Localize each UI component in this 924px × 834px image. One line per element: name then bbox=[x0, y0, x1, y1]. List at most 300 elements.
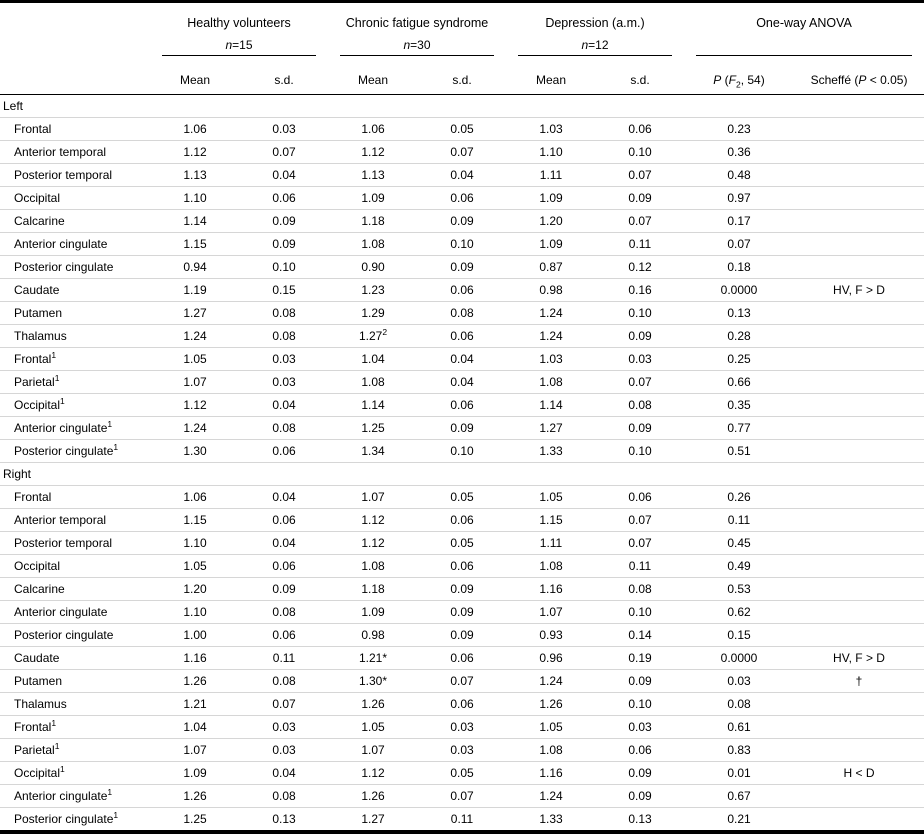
cfs-mean: 1.21* bbox=[328, 647, 418, 670]
region-name: Anterior cingulate bbox=[0, 601, 150, 624]
hv-sd: 0.09 bbox=[240, 578, 328, 601]
hv-mean: 1.15 bbox=[150, 233, 240, 256]
hv-sd: 0.08 bbox=[240, 325, 328, 348]
anova-p-value: 0.01 bbox=[684, 762, 794, 785]
region-name: Caudate bbox=[0, 279, 150, 302]
dep-sd: 0.09 bbox=[596, 187, 684, 210]
dep-mean: 1.24 bbox=[506, 325, 596, 348]
hv-sd: 0.06 bbox=[240, 509, 328, 532]
table-row bbox=[0, 256, 924, 279]
hv-mean: 1.24 bbox=[150, 325, 240, 348]
table-row bbox=[0, 394, 924, 417]
cfs-mean: 1.18 bbox=[328, 578, 418, 601]
dep-sd: 0.09 bbox=[596, 762, 684, 785]
hv-sd: 0.04 bbox=[240, 164, 328, 187]
dep-mean: 1.24 bbox=[506, 785, 596, 808]
hv-mean: 1.07 bbox=[150, 371, 240, 394]
anova-scheffe bbox=[794, 624, 924, 647]
anova-scheffe bbox=[794, 808, 924, 833]
cfs-sd: 0.09 bbox=[418, 578, 506, 601]
hv-sd: 0.08 bbox=[240, 417, 328, 440]
dep-sd: 0.08 bbox=[596, 578, 684, 601]
cfs-sd: 0.06 bbox=[418, 555, 506, 578]
region-name: Posterior temporal bbox=[0, 532, 150, 555]
anova-spanner bbox=[684, 33, 924, 56]
dep-sd: 0.10 bbox=[596, 141, 684, 164]
hv-sd: 0.13 bbox=[272, 812, 296, 826]
cfs-mean: 1.08 bbox=[328, 555, 418, 578]
table-row bbox=[0, 624, 924, 647]
cfs-sd: 0.04 bbox=[418, 164, 506, 187]
hv-sd: 0.08 bbox=[240, 302, 328, 325]
anova-p-value: 0.23 bbox=[684, 118, 794, 141]
table-row bbox=[0, 808, 924, 833]
dep-mean: 1.24 bbox=[506, 302, 596, 325]
footnote-marker: 1 bbox=[51, 350, 57, 360]
anova-p-value: 0.61 bbox=[684, 716, 794, 739]
cfs-sd: 0.09 bbox=[418, 417, 506, 440]
cfs-sd: 0.06 bbox=[418, 509, 506, 532]
cfs-sd: 0.11 bbox=[450, 812, 474, 826]
dep-sd: 0.19 bbox=[596, 647, 684, 670]
cfs-sd: 0.05 bbox=[418, 486, 506, 509]
footnote-marker: 1 bbox=[60, 396, 65, 406]
table-row bbox=[0, 302, 924, 325]
dep-sd: 0.10 bbox=[596, 302, 684, 325]
dep-sd: 0.03 bbox=[596, 348, 684, 371]
anova-scheffe bbox=[794, 233, 924, 256]
anova-p-value: 0.18 bbox=[684, 256, 794, 279]
anova-scheffe bbox=[794, 371, 924, 394]
group-header-chronic-fatigue: Chronic fatigue syndrome bbox=[345, 16, 489, 30]
dep-sd: 0.09 bbox=[596, 325, 684, 348]
cfs-sd: 0.07 bbox=[418, 670, 506, 693]
cfs-mean: 1.06 bbox=[328, 118, 418, 141]
hv-mean: 1.04 bbox=[150, 716, 240, 739]
cfs-sd: 0.09 bbox=[418, 601, 506, 624]
hv-mean: 1.27 bbox=[150, 302, 240, 325]
hv-sd: 0.07 bbox=[240, 693, 328, 716]
table-row bbox=[0, 762, 924, 785]
region-name: Anterior cingulate$^1$ bbox=[0, 785, 150, 808]
anova-scheffe: H < D bbox=[794, 762, 924, 785]
dep-sd: 0.07 bbox=[596, 532, 684, 555]
hv-mean: 1.12 bbox=[150, 394, 240, 417]
cfs-mean: 1.12 bbox=[328, 141, 418, 164]
hv-mean: 0.94 bbox=[150, 256, 240, 279]
dep-mean: 1.16 bbox=[506, 578, 596, 601]
col-header-scheffe: Scheffé (P < 0.05) bbox=[794, 56, 924, 95]
cfs-mean: 1.05 bbox=[328, 716, 418, 739]
dep-sd: 0.06 bbox=[596, 486, 684, 509]
anova-p-value: 0.36 bbox=[684, 141, 794, 164]
n-depression bbox=[506, 33, 684, 56]
cfs-sd: 0.05 bbox=[418, 762, 506, 785]
anova-scheffe bbox=[794, 486, 924, 509]
table-row bbox=[0, 785, 924, 808]
col-header-hv-sd: s.d. bbox=[240, 56, 328, 95]
region-name: Calcarine bbox=[0, 210, 150, 233]
anova-p-value: 0.26 bbox=[684, 486, 794, 509]
dep-mean: 1.08 bbox=[506, 555, 596, 578]
footnote-marker: 1 bbox=[113, 810, 119, 820]
table-row bbox=[0, 670, 924, 693]
hv-sd: 0.06 bbox=[240, 187, 328, 210]
n-healthy-volunteers bbox=[150, 33, 328, 56]
anova-p-value: 0.13 bbox=[684, 302, 794, 325]
anova-p-value: 0.03 bbox=[684, 670, 794, 693]
region-name: Thalamus bbox=[0, 693, 150, 716]
cfs-sd: 0.06 bbox=[418, 325, 506, 348]
dep-mean: 1.11 bbox=[506, 532, 596, 555]
col-header-p-value: P ($F_2$, 54) bbox=[684, 56, 794, 95]
anova-p-value: 0.45 bbox=[684, 532, 794, 555]
anova-p-value: 0.11 bbox=[684, 509, 794, 532]
section-row bbox=[0, 95, 924, 118]
table-row bbox=[0, 118, 924, 141]
hv-sd: 0.08 bbox=[240, 785, 328, 808]
anova-scheffe bbox=[794, 394, 924, 417]
hv-sd: 0.03 bbox=[240, 118, 328, 141]
dep-mean: 0.87 bbox=[506, 256, 596, 279]
dep-mean: 1.26 bbox=[506, 693, 596, 716]
anova-p-value: 0.08 bbox=[684, 693, 794, 716]
cfs-sd: 0.05 bbox=[418, 118, 506, 141]
cfs-mean: 1.30* bbox=[328, 670, 418, 693]
dep-sd: 0.11 bbox=[596, 233, 684, 256]
anova-scheffe bbox=[794, 739, 924, 762]
anova-p-value: 0.07 bbox=[684, 233, 794, 256]
region-name: Anterior temporal bbox=[0, 509, 150, 532]
footnote-marker: 1 bbox=[54, 741, 60, 751]
col-header-dep-sd: s.d. bbox=[596, 56, 684, 95]
dep-mean: 1.11 bbox=[506, 164, 596, 187]
dep-mean: 1.07 bbox=[506, 601, 596, 624]
dep-sd: 0.11 bbox=[596, 555, 684, 578]
n-value: =12 bbox=[588, 38, 609, 52]
cfs-mean: 0.98 bbox=[328, 624, 418, 647]
region-name: Posterior cingulate bbox=[0, 624, 150, 647]
cfs-mean: 1.13 bbox=[328, 164, 418, 187]
hv-sd: 0.03 bbox=[240, 739, 328, 762]
anova-p-value: 0.62 bbox=[684, 601, 794, 624]
anova-p-value: 0.83 bbox=[684, 739, 794, 762]
anova-p-value: 0.77 bbox=[684, 417, 794, 440]
footnote-marker: 1 bbox=[51, 718, 57, 728]
col-header-cfs-sd: s.d. bbox=[418, 56, 506, 95]
cfs-mean: 1.12 bbox=[328, 762, 418, 785]
table-row bbox=[0, 578, 924, 601]
dep-sd: 0.06 bbox=[596, 118, 684, 141]
region-name: Thalamus bbox=[0, 325, 150, 348]
anova-scheffe bbox=[794, 785, 924, 808]
hv-sd: 0.04 bbox=[240, 394, 328, 417]
anova-scheffe bbox=[794, 348, 924, 371]
footnote-marker: 1 bbox=[113, 442, 119, 452]
anova-scheffe bbox=[794, 141, 924, 164]
table-row bbox=[0, 555, 924, 578]
hv-sd: 0.15 bbox=[240, 279, 328, 302]
dep-mean: 1.05 bbox=[506, 486, 596, 509]
hv-sd: 0.09 bbox=[240, 210, 328, 233]
hv-sd: 0.07 bbox=[240, 141, 328, 164]
hv-mean: 1.30 bbox=[150, 440, 240, 463]
f-symbol: F bbox=[728, 73, 736, 87]
table-row bbox=[0, 233, 924, 256]
hv-mean: 1.06 bbox=[150, 118, 240, 141]
anova-scheffe bbox=[794, 256, 924, 279]
region-name: Parietal$^1$ bbox=[0, 371, 150, 394]
anova-scheffe bbox=[794, 509, 924, 532]
cfs-mean: 1.04 bbox=[328, 348, 418, 371]
cfs-sd: 0.05 bbox=[418, 532, 506, 555]
cfs-mean: 1.23 bbox=[328, 279, 418, 302]
cfs-mean: 1.34 bbox=[328, 440, 418, 463]
region-name: Anterior cingulate$^1$ bbox=[0, 417, 150, 440]
dep-sd: 0.09 bbox=[596, 417, 684, 440]
hv-sd: 0.06 bbox=[240, 440, 328, 463]
cfs-sd: 0.10 bbox=[418, 233, 506, 256]
dep-mean: 1.16 bbox=[506, 762, 596, 785]
n-value: =15 bbox=[232, 38, 253, 52]
anova-scheffe bbox=[794, 440, 924, 463]
anova-scheffe bbox=[794, 693, 924, 716]
corner-cell bbox=[0, 33, 150, 56]
hv-sd: 0.08 bbox=[240, 670, 328, 693]
dep-sd: 0.10 bbox=[596, 601, 684, 624]
dep-mean: 1.15 bbox=[506, 509, 596, 532]
hv-sd: 0.04 bbox=[240, 762, 328, 785]
cfs-sd: 0.04 bbox=[418, 371, 506, 394]
corner-cell bbox=[0, 56, 150, 95]
n-value: =30 bbox=[410, 38, 431, 52]
hv-mean: 1.16 bbox=[150, 647, 240, 670]
col-header-cfs-mean: Mean bbox=[328, 56, 418, 95]
table-row bbox=[0, 486, 924, 509]
anova-p-value: 0.97 bbox=[684, 187, 794, 210]
table-row bbox=[0, 716, 924, 739]
cfs-mean: 1.27$^2$ bbox=[328, 325, 418, 348]
n-symbol: n bbox=[581, 38, 589, 52]
cfs-sd: 0.10 bbox=[418, 440, 506, 463]
hv-sd: 0.03 bbox=[240, 371, 328, 394]
region-name: Parietal$^1$ bbox=[0, 739, 150, 762]
dep-sd: 0.09 bbox=[596, 785, 684, 808]
hv-mean: 1.00 bbox=[150, 624, 240, 647]
hv-mean: 1.05 bbox=[150, 555, 240, 578]
group-header-healthy-volunteers: Healthy volunteers bbox=[187, 16, 291, 30]
table-row bbox=[0, 164, 924, 187]
anova-scheffe bbox=[794, 716, 924, 739]
dep-sd: 0.12 bbox=[596, 256, 684, 279]
p-symbol: P bbox=[713, 73, 722, 87]
cfs-sd: 0.06 bbox=[418, 693, 506, 716]
dep-sd: 0.13 bbox=[628, 812, 652, 826]
cfs-mean: 1.14 bbox=[328, 394, 418, 417]
dep-mean: 1.33 bbox=[506, 440, 596, 463]
region-name: Frontal bbox=[0, 486, 150, 509]
cfs-mean: 1.27 bbox=[361, 812, 385, 826]
dep-mean: 0.98 bbox=[506, 279, 596, 302]
anova-p-value: 0.67 bbox=[684, 785, 794, 808]
dep-mean: 1.20 bbox=[506, 210, 596, 233]
table-row bbox=[0, 440, 924, 463]
table-body bbox=[0, 95, 924, 833]
hv-mean: 1.06 bbox=[150, 486, 240, 509]
region-name: Calcarine bbox=[0, 578, 150, 601]
dep-mean: 1.09 bbox=[506, 187, 596, 210]
table-row bbox=[0, 647, 924, 670]
cfs-mean: 1.29 bbox=[328, 302, 418, 325]
dep-mean: 1.03 bbox=[506, 118, 596, 141]
region-name: Caudate bbox=[0, 647, 150, 670]
cfs-sd: 0.08 bbox=[418, 302, 506, 325]
dep-sd: 0.09 bbox=[596, 670, 684, 693]
anova-p-value: 0.25 bbox=[684, 348, 794, 371]
cfs-sd: 0.06 bbox=[418, 394, 506, 417]
hv-sd: 0.06 bbox=[240, 624, 328, 647]
anova-scheffe bbox=[794, 417, 924, 440]
hv-mean: 1.26 bbox=[150, 785, 240, 808]
cfs-sd: 0.07 bbox=[418, 141, 506, 164]
dep-sd: 0.14 bbox=[596, 624, 684, 647]
hv-sd: 0.03 bbox=[240, 716, 328, 739]
table-row bbox=[0, 601, 924, 624]
hv-sd: 0.10 bbox=[240, 256, 328, 279]
dep-sd: 0.07 bbox=[596, 371, 684, 394]
anova-scheffe bbox=[794, 118, 924, 141]
hv-sd: 0.04 bbox=[240, 532, 328, 555]
anova-scheffe bbox=[794, 187, 924, 210]
region-name: Posterior cingulate$^1$ bbox=[0, 440, 150, 463]
dep-mean: 0.93 bbox=[506, 624, 596, 647]
table-row bbox=[0, 325, 924, 348]
anova-scheffe: † bbox=[794, 670, 924, 693]
footnote-marker: 1 bbox=[107, 787, 113, 797]
table-row bbox=[0, 693, 924, 716]
group-header-row bbox=[0, 2, 924, 34]
cfs-mean: 1.18 bbox=[328, 210, 418, 233]
anova-p-value: 0.66 bbox=[684, 371, 794, 394]
table-row bbox=[0, 371, 924, 394]
dep-sd: 0.06 bbox=[596, 739, 684, 762]
anova-p-value: 0.21 bbox=[727, 812, 751, 826]
col-header-dep-mean: Mean bbox=[506, 56, 596, 95]
hv-sd: 0.09 bbox=[240, 233, 328, 256]
cfs-sd: 0.03 bbox=[418, 739, 506, 762]
hv-sd: 0.08 bbox=[240, 601, 328, 624]
cfs-mean: 1.09 bbox=[328, 601, 418, 624]
region-name: Occipital bbox=[0, 555, 150, 578]
n-chronic-fatigue bbox=[328, 33, 506, 56]
cfs-sd: 0.09 bbox=[418, 210, 506, 233]
region-name: Posterior cingulate$^1$ bbox=[14, 810, 119, 826]
anova-scheffe bbox=[794, 325, 924, 348]
cfs-sd: 0.04 bbox=[418, 348, 506, 371]
region-name: Posterior temporal bbox=[0, 164, 150, 187]
hv-mean: 1.20 bbox=[150, 578, 240, 601]
dep-mean: 1.05 bbox=[506, 716, 596, 739]
hv-mean: 1.10 bbox=[150, 187, 240, 210]
hv-mean: 1.09 bbox=[150, 762, 240, 785]
table-row bbox=[0, 279, 924, 302]
region-name: Occipital$^1$ bbox=[0, 762, 150, 785]
cfs-mean: 0.90 bbox=[328, 256, 418, 279]
region-name: Putamen bbox=[0, 302, 150, 325]
footnote-marker: 1 bbox=[60, 764, 65, 774]
cfs-mean: 1.09 bbox=[328, 187, 418, 210]
dep-sd: 0.07 bbox=[596, 509, 684, 532]
dep-sd: 0.16 bbox=[596, 279, 684, 302]
anova-scheffe bbox=[794, 210, 924, 233]
anova-p-value: 0.48 bbox=[684, 164, 794, 187]
dep-mean: 0.96 bbox=[506, 647, 596, 670]
n-symbol: n bbox=[403, 38, 411, 52]
cfs-mean: 1.12 bbox=[328, 532, 418, 555]
corner-cell bbox=[0, 2, 150, 34]
n-symbol: n bbox=[225, 38, 233, 52]
dep-mean: 1.03 bbox=[506, 348, 596, 371]
footnote-marker: 1 bbox=[54, 373, 60, 383]
table-row bbox=[0, 417, 924, 440]
hv-mean: 1.19 bbox=[150, 279, 240, 302]
anova-scheffe bbox=[794, 164, 924, 187]
anova-scheffe bbox=[794, 578, 924, 601]
table-row bbox=[0, 348, 924, 371]
column-header-row bbox=[0, 56, 924, 95]
table-row bbox=[0, 532, 924, 555]
table-row bbox=[0, 509, 924, 532]
cfs-sd: 0.06 bbox=[418, 279, 506, 302]
cfs-mean: 1.26 bbox=[328, 785, 418, 808]
section-row bbox=[0, 463, 924, 486]
table-row bbox=[0, 141, 924, 164]
anova-p-value: 0.49 bbox=[684, 555, 794, 578]
hv-sd: 0.11 bbox=[240, 647, 328, 670]
region-name: Occipital bbox=[0, 187, 150, 210]
anova-p-value: 0.17 bbox=[684, 210, 794, 233]
anova-scheffe bbox=[794, 532, 924, 555]
anova-scheffe: HV, F > D bbox=[794, 279, 924, 302]
dep-mean: 1.10 bbox=[506, 141, 596, 164]
region-name: Frontal$^1$ bbox=[0, 348, 150, 371]
cfs-mean: 1.12 bbox=[328, 509, 418, 532]
section-label: Right bbox=[0, 463, 924, 486]
anova-p-value: 0.51 bbox=[684, 440, 794, 463]
region-name: Anterior temporal bbox=[0, 141, 150, 164]
cfs-mean: 1.25 bbox=[328, 417, 418, 440]
anova-scheffe bbox=[794, 555, 924, 578]
hv-mean: 1.13 bbox=[150, 164, 240, 187]
section-label: Left bbox=[0, 95, 924, 118]
region-name: Occipital$^1$ bbox=[0, 394, 150, 417]
hv-mean: 1.07 bbox=[150, 739, 240, 762]
footnote-marker: 2 bbox=[382, 327, 388, 337]
hv-mean: 1.10 bbox=[150, 532, 240, 555]
group-header-anova: One-way ANOVA bbox=[756, 16, 852, 30]
cfs-sd: 0.03 bbox=[418, 716, 506, 739]
anova-p-value: 0.15 bbox=[684, 624, 794, 647]
cfs-mean: 1.08 bbox=[328, 371, 418, 394]
hv-mean: 1.14 bbox=[150, 210, 240, 233]
hv-mean: 1.05 bbox=[150, 348, 240, 371]
n-header-row bbox=[0, 33, 924, 56]
hv-mean: 1.12 bbox=[150, 141, 240, 164]
hv-mean: 1.26 bbox=[150, 670, 240, 693]
dep-sd: 0.08 bbox=[596, 394, 684, 417]
region-name: Posterior cingulate bbox=[0, 256, 150, 279]
hv-sd: 0.03 bbox=[240, 348, 328, 371]
